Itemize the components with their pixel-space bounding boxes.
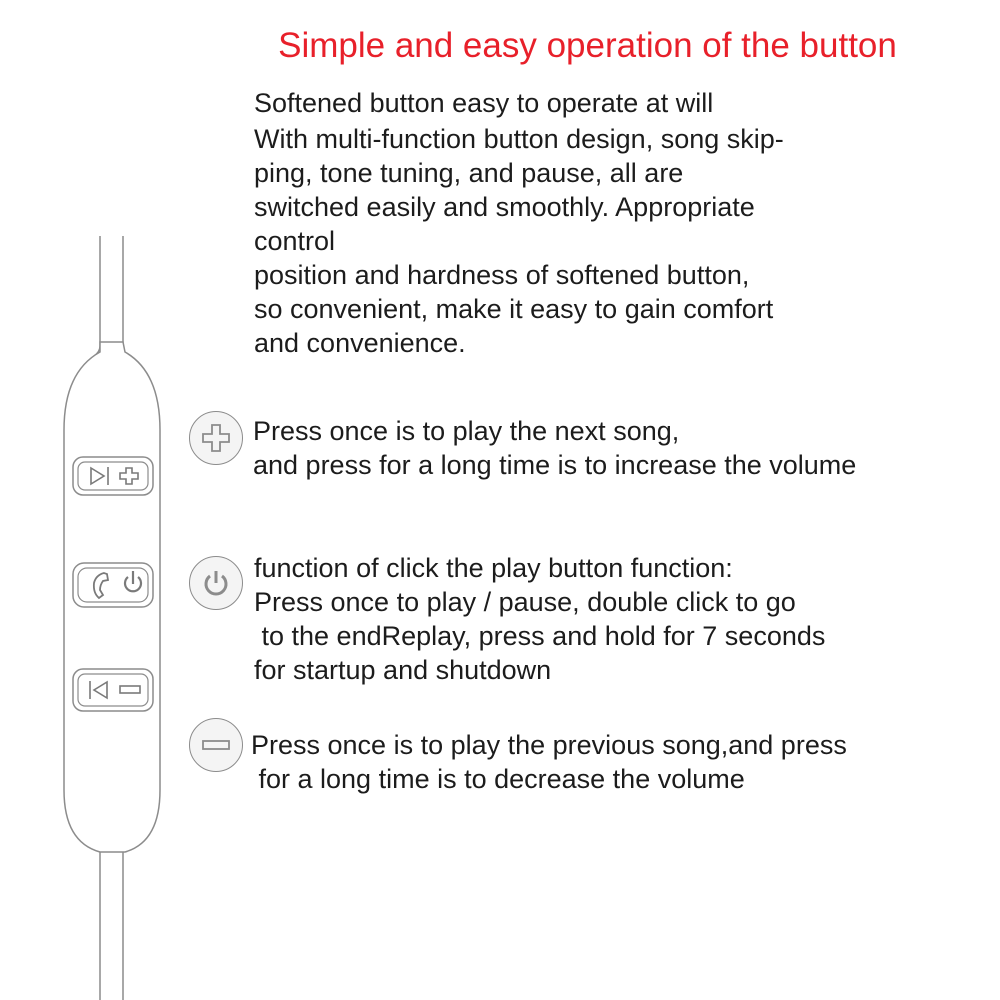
power-section-line: for startup and shutdown (254, 655, 552, 685)
intro-line: With multi-function button design, song skip- (254, 124, 784, 154)
plus-icon (198, 420, 234, 456)
intro-line: ping, tone tuning, and pause, all are (254, 158, 684, 188)
plus-section-line: and press for a long time is to increase the volume (253, 450, 857, 480)
intro-heading: Softened button easy to operate at will (254, 88, 714, 118)
minus-icon (198, 727, 234, 763)
plus-section-text (253, 414, 856, 482)
previous-volume-down-button[interactable] (73, 669, 153, 711)
intro-line: and convenience. (254, 328, 466, 358)
plus-circle-icon (189, 411, 243, 465)
power-section-line: function of click the play button function: (254, 553, 733, 583)
call-power-button[interactable] (73, 563, 153, 607)
intro-line: position and hardness of softened button, (254, 260, 750, 290)
power-section-line: Press once to play / pause, double click to go (254, 587, 796, 617)
intro-line: control (254, 226, 336, 256)
power-icon (200, 567, 232, 599)
plus-section-line: Press once is to play the next song, (253, 416, 680, 446)
minus-section-text (251, 728, 847, 796)
intro-line: so convenient, make it easy to gain comfort (254, 294, 774, 324)
minus-circle-icon (189, 718, 243, 772)
intro-line: switched easily and smoothly. Appropriate (254, 192, 755, 222)
power-section-line: to the endReplay, press and hold for 7 seconds (254, 621, 826, 651)
page-title: Simple and easy operation of the button (278, 26, 897, 65)
power-section-text (254, 551, 825, 687)
power-circle-icon (189, 556, 243, 610)
intro-description (254, 86, 974, 360)
minus-section-line: for a long time is to decrease the volume (251, 764, 745, 794)
minus-section-line: Press once is to play the previous song,and press (251, 730, 847, 760)
next-volume-up-button[interactable] (73, 457, 153, 495)
